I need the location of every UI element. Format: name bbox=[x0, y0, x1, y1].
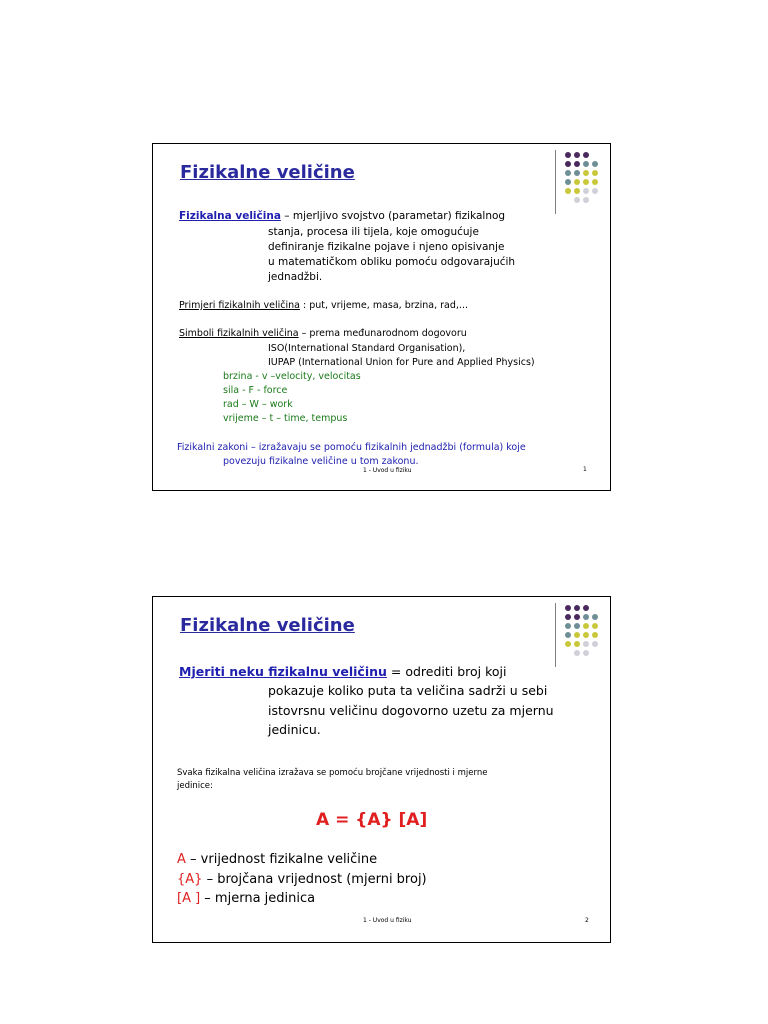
decorative-dot bbox=[574, 197, 580, 203]
definition-text: – mjerljivo svojstvo (parametar) fizikalnog bbox=[280, 210, 506, 222]
decorative-dot bbox=[583, 605, 589, 611]
each-line-1: Svaka fizikalna veličina izražava se pomoću brojčane vrijednosti i mjerne bbox=[177, 768, 488, 778]
decorative-dot bbox=[592, 641, 598, 647]
decorative-dot bbox=[574, 188, 580, 194]
decorative-dot bbox=[565, 641, 571, 647]
definition-line-3: definiranje fizikalne pojave i njeno opisivanje bbox=[268, 241, 505, 253]
page-number: 2 bbox=[585, 917, 589, 924]
decorative-dot bbox=[565, 188, 571, 194]
decorative-dot bbox=[574, 170, 580, 176]
each-line-2: jedinice: bbox=[177, 781, 213, 791]
measure-term: Mjeriti neku fizikalnu veličinu bbox=[179, 664, 387, 679]
decorative-dot bbox=[565, 170, 571, 176]
symbols-term: Simboli fizikalnih veličina bbox=[179, 328, 299, 339]
symbol-example-2: sila - F - force bbox=[223, 385, 288, 396]
measure-line-2: pokazuje koliko puta ta veličina sadrži u sebi bbox=[268, 683, 548, 698]
decorative-dot bbox=[583, 170, 589, 176]
definition-line-1 bbox=[179, 210, 505, 222]
formula: A = {A} [A] bbox=[316, 810, 428, 830]
def-b-line bbox=[177, 872, 427, 887]
page-number: 1 bbox=[583, 466, 587, 473]
decorative-dot bbox=[565, 152, 571, 158]
symbols-line bbox=[179, 328, 467, 339]
laws-line-2: povezuju fizikalne veličine u tom zakonu. bbox=[223, 456, 419, 467]
def-c-line bbox=[177, 891, 315, 906]
decorative-dot bbox=[583, 650, 589, 656]
def-b-symbol: {A} bbox=[177, 872, 203, 887]
decorative-dot bbox=[574, 632, 580, 638]
divider-line bbox=[555, 603, 556, 667]
decorative-dot bbox=[565, 614, 571, 620]
decorative-dot bbox=[574, 650, 580, 656]
def-a-text: – vrijednost fizikalne veličine bbox=[185, 852, 378, 867]
definition-line-4: u matematičkom obliku pomoću odgovarajućih bbox=[268, 256, 516, 268]
symbol-example-4: vrijeme – t – time, tempus bbox=[223, 413, 348, 424]
definition-line-5: jednadžbi. bbox=[268, 271, 323, 283]
laws-line-1: Fizikalni zakoni – izražavaju se pomoću fizikalnih jednadžbi (formula) koje bbox=[177, 442, 526, 453]
decorative-dot bbox=[565, 161, 571, 167]
definition-line-2: stanja, procesa ili tijela, koje omogućuje bbox=[268, 226, 479, 238]
measure-line-3: istovrsnu veličinu dogovorno uzetu za mjernu bbox=[268, 703, 554, 718]
decorative-dot bbox=[583, 197, 589, 203]
examples-text: : put, vrijeme, masa, brzina, rad,... bbox=[299, 300, 468, 311]
decorative-dot bbox=[592, 632, 598, 638]
decorative-dot bbox=[565, 632, 571, 638]
decorative-dot bbox=[565, 179, 571, 185]
measure-line-1 bbox=[179, 664, 507, 679]
decorative-dot bbox=[574, 623, 580, 629]
measure-text: = odrediti broj koji bbox=[386, 664, 507, 679]
decorative-dot bbox=[574, 161, 580, 167]
divider-line bbox=[555, 150, 556, 214]
decorative-dot bbox=[583, 188, 589, 194]
decorative-dot bbox=[583, 641, 589, 647]
decorative-dot bbox=[583, 152, 589, 158]
decorative-dot bbox=[583, 179, 589, 185]
decorative-dot bbox=[574, 605, 580, 611]
slide-footer: 1 - Uvod u fiziku bbox=[363, 917, 412, 924]
def-c-symbol: [A ] bbox=[177, 891, 201, 906]
decorative-dot bbox=[583, 614, 589, 620]
slide-footer: 1 - Uvod u fiziku bbox=[363, 467, 412, 474]
def-b-text: – brojčana vrijednost (mjerni broj) bbox=[202, 872, 427, 887]
examples-line bbox=[179, 300, 468, 311]
decorative-dot bbox=[574, 152, 580, 158]
decorative-dot bbox=[574, 614, 580, 620]
slide-title: Fizikalne veličine bbox=[180, 615, 355, 636]
decorative-dot bbox=[574, 641, 580, 647]
decorative-dot bbox=[592, 170, 598, 176]
decorative-dot bbox=[565, 605, 571, 611]
decorative-dot bbox=[592, 614, 598, 620]
symbol-example-3: rad – W – work bbox=[223, 399, 293, 410]
def-a-symbol: A bbox=[177, 852, 186, 867]
decorative-dot bbox=[565, 623, 571, 629]
decorative-dot bbox=[592, 623, 598, 629]
iupap-line: IUPAP (International Union for Pure and Applied Physics) bbox=[268, 357, 535, 368]
decorative-dot bbox=[583, 632, 589, 638]
decorative-dot bbox=[574, 179, 580, 185]
symbol-example-1: brzina - v –velocity, velocitas bbox=[223, 371, 361, 382]
decorative-dot bbox=[592, 161, 598, 167]
slide-2 bbox=[152, 596, 611, 943]
slide-title: Fizikalne veličine bbox=[180, 162, 355, 183]
measure-line-4: jedinicu. bbox=[268, 722, 321, 737]
definition-term: Fizikalna veličina bbox=[179, 210, 281, 222]
slide-1 bbox=[152, 143, 611, 491]
symbols-text: – prema međunarodnom dogovoru bbox=[298, 328, 467, 339]
decorative-dot bbox=[583, 161, 589, 167]
decorative-dot bbox=[592, 179, 598, 185]
examples-term: Primjeri fizikalnih veličina bbox=[179, 300, 300, 311]
decorative-dot bbox=[592, 188, 598, 194]
iso-line: ISO(International Standard Organisation), bbox=[268, 343, 466, 354]
decorative-dot bbox=[583, 623, 589, 629]
def-a-line bbox=[177, 852, 377, 867]
def-c-text: – mjerna jedinica bbox=[200, 891, 316, 906]
